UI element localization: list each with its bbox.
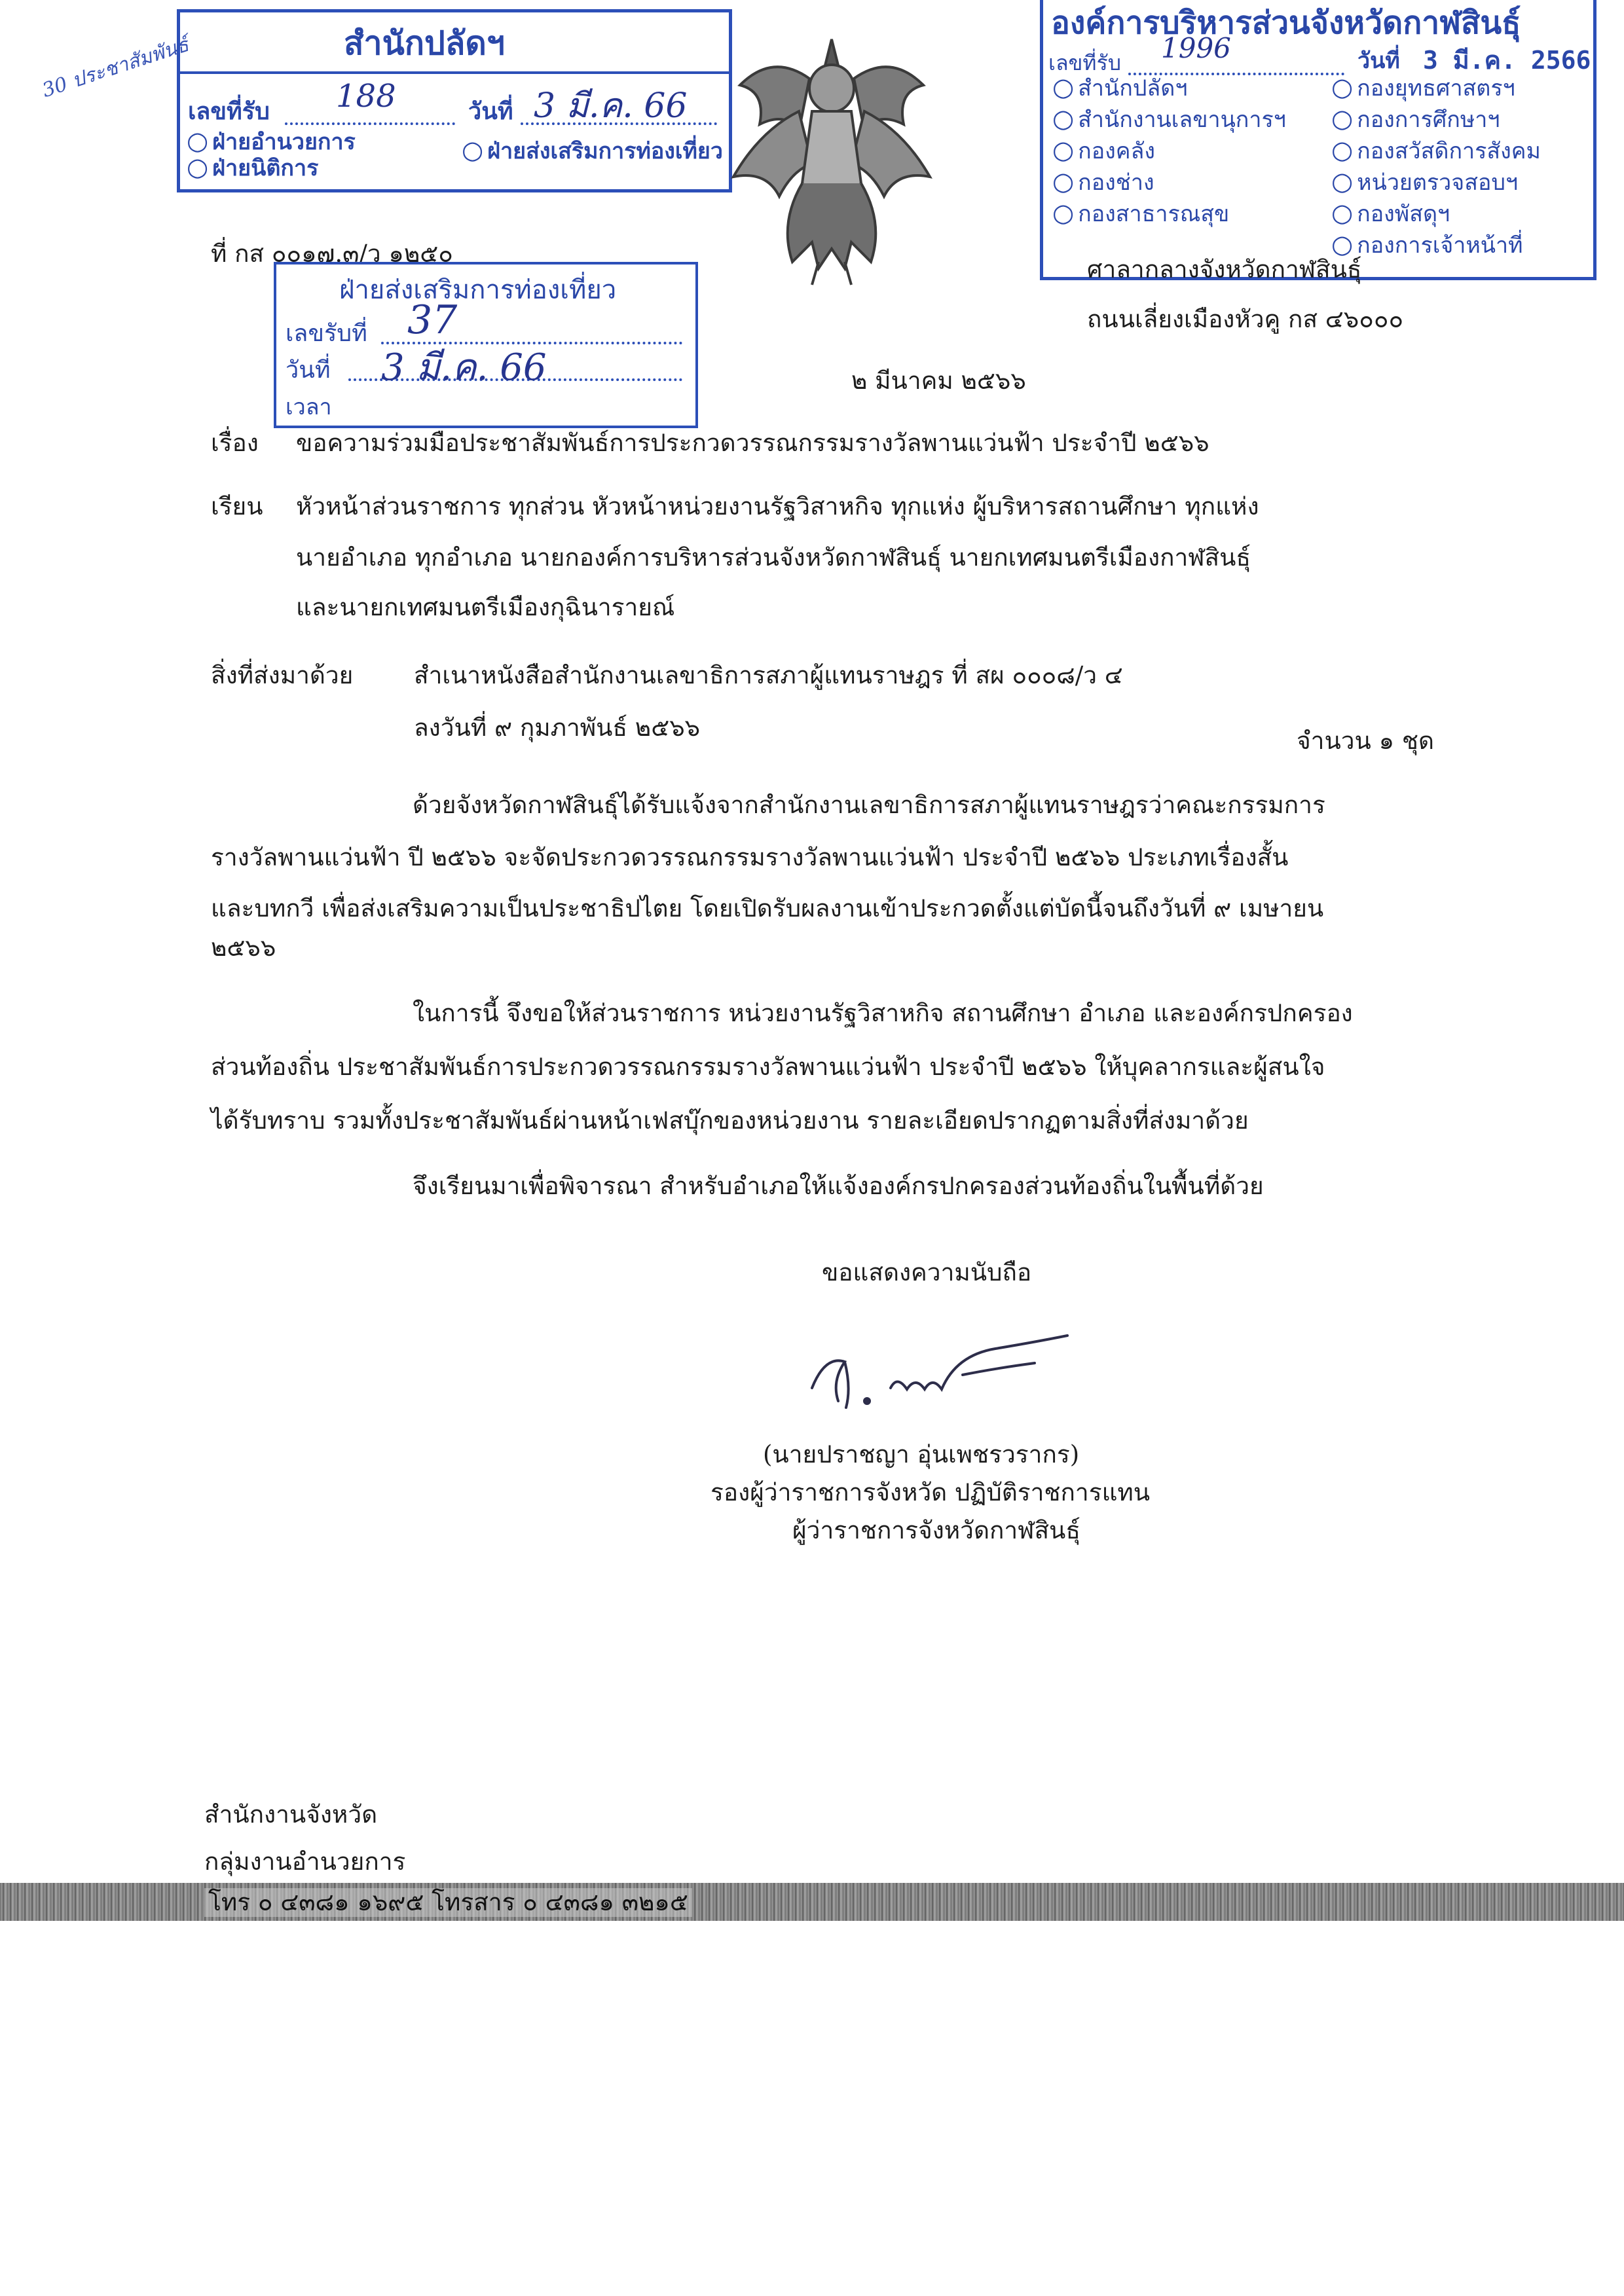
paragraph-3: จึงเรียนมาเพื่อพิจารณา สำหรับอำเภอให้แจ้งองค์กรปกครองส่วนท้องถิ่นในพื้นที่ด้วย — [413, 1172, 1264, 1200]
enclosure-quantity: จำนวน ๑ ชุด — [1297, 727, 1434, 755]
pao-option-left-4: ○ กองสาธารณสุข — [1052, 196, 1229, 231]
stamp-title: สำนักปลัดฯ — [344, 24, 505, 62]
pao-date: 3 มี.ค. 2566 — [1423, 46, 1591, 75]
receipt-number: 188 — [336, 78, 396, 115]
footer-group: กลุ่มงานอำนวยการ — [204, 1848, 406, 1876]
tourism-stamp-title: ฝ่ายส่งเสริมการท่องเที่ยว — [339, 275, 617, 305]
letter-date: ๒ มีนาคม ๒๕๖๖ — [851, 367, 1026, 395]
pao-receipt-label: เลขที่รับ — [1048, 50, 1122, 75]
signer-position-2: ผู้ว่าราชการจังหวัดกาฬสินธุ์ — [792, 1516, 1080, 1544]
enclosure-label: สิ่งที่ส่งมาด้วย — [211, 661, 354, 689]
pao-option-left-2: ○ กองคลัง — [1052, 133, 1155, 168]
closing: ขอแสดงความนับถือ — [822, 1258, 1032, 1286]
signature — [799, 1316, 1074, 1421]
signer-name: (นายปราชญา อุ่นเพชรวรากร) — [763, 1440, 1080, 1468]
footer-office: สำนักงานจังหวัด — [204, 1800, 378, 1829]
tourism-date: 3 มี.ค. 66 — [381, 346, 547, 389]
paragraph-2-line-2: ส่วนท้องถิ่น ประชาสัมพันธ์การประกวดวรรณกรรมรางวัลพานแว่นฟ้า ประจำปี ๒๕๖๖ ให้บุคลากรและผู้สนใจ — [211, 1053, 1325, 1081]
tourism-time-label: เวลา — [286, 394, 332, 420]
subject-text: ขอความร่วมมือประชาสัมพันธ์การประกวดวรรณกรรมรางวัลพานแว่นฟ้า ประจำปี ๒๕๖๖ — [296, 429, 1209, 457]
letter-reference: ที่ กส ๐๐๑๗.๓/ว ๑๒๕๐ — [211, 240, 453, 268]
addressee-label: เรียน — [211, 492, 263, 520]
signer-position-1: รองผู้ว่าราชการจังหวัด ปฏิบัติราชการแทน — [710, 1478, 1151, 1506]
tourism-receipt-number: 37 — [407, 297, 458, 343]
paragraph-1-line-2: รางวัลพานแว่นฟ้า ปี ๒๕๖๖ จะจัดประกวดวรรณกรรมรางวัลพานแว่นฟ้า ประจำปี ๒๕๖๖ ประเภทเรื่องสั้น — [211, 843, 1289, 871]
paragraph-1-line-1: ด้วยจังหวัดกาฬสินธุ์ได้รับแจ้งจากสำนักงานเลขาธิการสภาผู้แทนราษฎรว่าคณะกรรมการ — [413, 791, 1325, 819]
address-line-1: ศาลากลางจังหวัดกาฬสินธุ์ — [1087, 255, 1362, 283]
pao-receipt-number: 1996 — [1161, 32, 1231, 64]
garuda-emblem-icon — [720, 26, 943, 288]
paragraph-2-line-3: ได้รับทราบ รวมทั้งประชาสัมพันธ์ผ่านหน้าเฟสบุ๊กของหน่วยงาน รายละเอียดปรากฏตามสิ่งที่ส่งมาด้วย — [211, 1106, 1249, 1135]
paragraph-2-line-1: ในการนี้ จึงขอให้ส่วนราชการ หน่วยงานรัฐวิสาหกิจ สถานศึกษา อำเภอ และองค์กรปกครอง — [413, 999, 1353, 1027]
paragraph-1-line-4: ๒๕๖๖ — [211, 934, 276, 962]
pao-option-left-0: ○ สำนักปลัดฯ — [1052, 70, 1187, 105]
pao-option-right-0: ○ กองยุทธศาสตรฯ — [1331, 70, 1515, 105]
pao-option-right-1: ○ กองการศึกษาฯ — [1331, 101, 1500, 137]
addressee-line-2: นายอำเภอ ทุกอำเภอ นายกองค์การบริหารส่วนจังหวัดกาฬสินธุ์ นายกเทศมนตรีเมืองกาฬสินธุ์ — [296, 543, 1251, 572]
option-tourism: ○ ฝ่ายส่งเสริมการท่องเที่ยว — [462, 133, 723, 168]
pao-date-label: วันที่ — [1357, 48, 1400, 74]
tourism-date-label: วันที่ — [286, 357, 331, 384]
pao-option-right-4: ○ กองพัสดุฯ — [1331, 196, 1450, 231]
pao-option-right-5: ○ กองการเจ้าหน้าที่ — [1331, 227, 1523, 263]
receipt-number-label: เลขที่รับ — [188, 98, 270, 125]
receipt-date-label: วันที่ — [468, 98, 513, 125]
pao-receipt-stamp — [1040, 0, 1596, 280]
tourism-receipt-label: เลขรับที่ — [286, 320, 367, 347]
paragraph-1-line-3: และบทกวี เพื่อส่งเสริมความเป็นประชาธิปไตย โดยเปิดรับผลงานเข้าประกวดตั้งแต่บัดนี้จนถึงวันที่ ๙ เมษายน — [211, 894, 1324, 922]
option-legal: ○ ฝ่ายนิติการ — [187, 150, 318, 185]
addressee-line-1: หัวหน้าส่วนราชการ ทุกส่วน หัวหน้าหน่วยงานรัฐวิสาหกิจ ทุกแห่ง ผู้บริหารสถานศึกษา ทุกแห่ง — [296, 492, 1259, 520]
option-admin: ○ ฝ่ายอำนวยการ — [187, 124, 356, 159]
enclosure-line-1: สำเนาหนังสือสำนักงานเลขาธิการสภาผู้แทนราษฎร ที่ สผ ๐๐๐๘/ว ๔ — [414, 661, 1123, 689]
pao-option-left-3: ○ กองช่าง — [1052, 164, 1154, 200]
office-receipt-stamp — [177, 9, 732, 192]
enclosure-line-2: ลงวันที่ ๙ กุมภาพันธ์ ๒๕๖๖ — [414, 714, 701, 742]
pao-option-right-3: ○ หน่วยตรวจสอบฯ — [1331, 164, 1518, 200]
footer-phone: โทร ๐ ๔๓๘๑ ๑๖๙๕ โทรสาร ๐ ๔๓๘๑ ๓๒๑๕ — [204, 1888, 692, 1917]
pao-stamp-title: องค์การบริหารส่วนจังหวัดกาฬสินธุ์ — [1051, 5, 1521, 41]
addressee-line-3: และนายกเทศมนตรีเมืองกุฉินารายณ์ — [296, 593, 675, 621]
subject-label: เรื่อง — [211, 429, 259, 457]
receipt-date: 3 มี.ค. 66 — [534, 86, 688, 126]
tourism-receipt-stamp — [274, 262, 698, 428]
pao-option-left-1: ○ สำนักงานเลขานุการฯ — [1052, 101, 1286, 137]
margin-note: 30 ประชาสัมพันธ์ — [39, 33, 192, 103]
pao-option-right-2: ○ กองสวัสดิการสังคม — [1331, 133, 1541, 168]
address-line-2: ถนนเลี่ยงเมืองหัวคู กส ๔๖๐๐๐ — [1087, 305, 1404, 333]
